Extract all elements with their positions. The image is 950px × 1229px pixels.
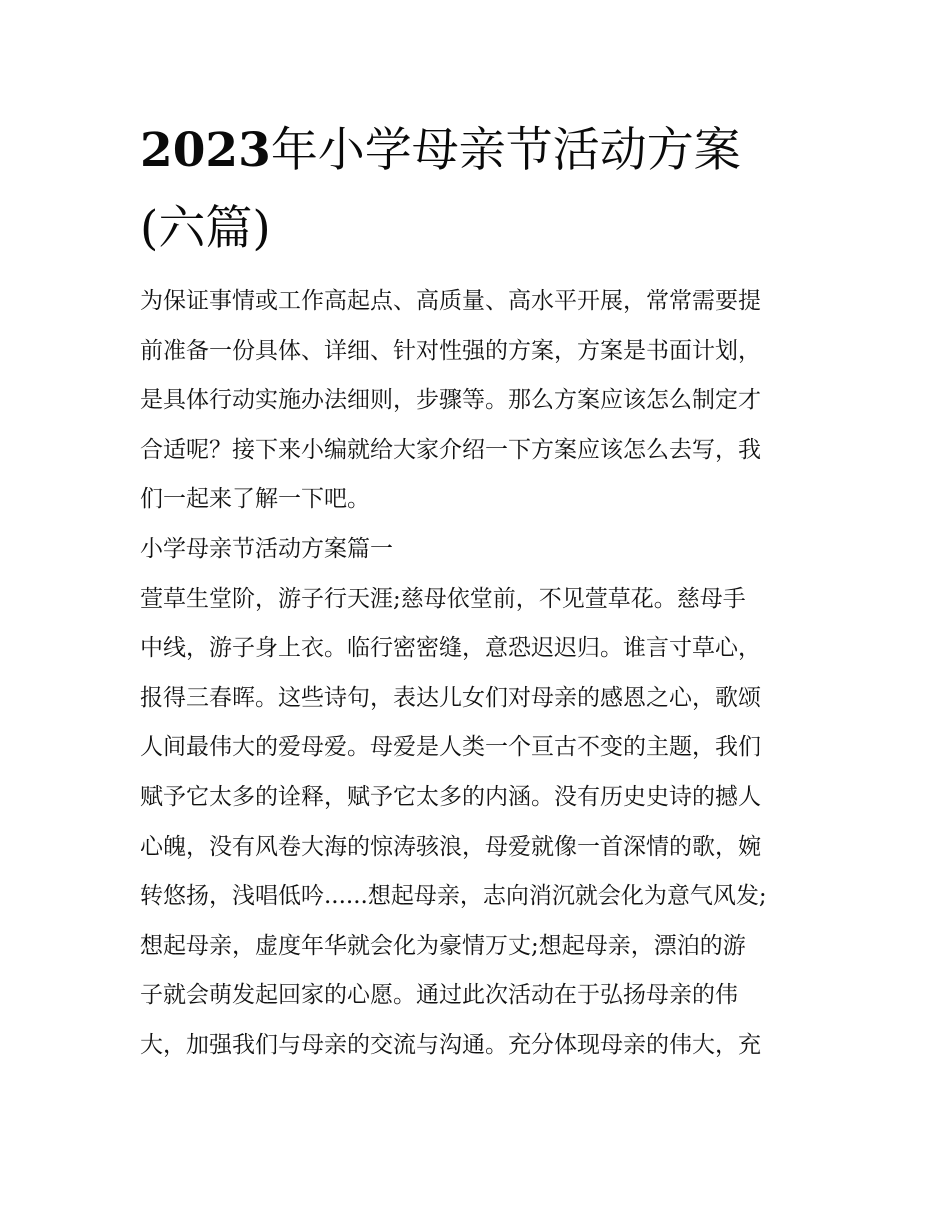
title-line-2: (六篇) — [140, 201, 271, 256]
intro-line: 前准备一份具体、详细、针对性强的方案，方案是书面计划， — [140, 337, 761, 364]
document-title — [140, 112, 820, 268]
intro-paragraph — [140, 277, 820, 525]
title-text: 年小学母亲节活动方案 — [270, 123, 741, 178]
section-line: 报得三春晖。这些诗句，表达儿女们对母亲的感恩之心，歌颂 — [140, 684, 761, 711]
title-year: 2023 — [140, 123, 271, 178]
section-line: 心魄，没有风卷大海的惊涛骇浪，母爱就像一首深情的歌，婉 — [140, 833, 761, 860]
section-line: 子就会萌发起回家的心愿。通过此次活动在于弘扬母亲的伟 — [140, 982, 738, 1009]
section-line: 人间最伟大的爱母爱。母爱是人类一个亘古不变的主题，我们 — [140, 734, 761, 761]
section-line: 中线，游子身上衣。临行密密缝，意恐迟迟归。谁言寸草心， — [140, 635, 761, 662]
section-line: 转悠扬，浅唱低吟......想起母亲，志向消沉就会化为意气风发; — [140, 883, 767, 910]
intro-line: 为保证事情或工作高起点、高质量、高水平开展，常常需要提 — [140, 288, 761, 314]
title-line-1 — [140, 112, 820, 190]
section-heading: 小学母亲节活动方案篇一 — [140, 535, 393, 562]
section-paragraph — [140, 575, 820, 1071]
intro-line: 是具体行动实施办法细则，步骤等。那么方案应该怎么制定才 — [140, 387, 761, 414]
section-line: 想起母亲，虚度年华就会化为豪情万丈;想起母亲，漂泊的游 — [140, 932, 746, 959]
intro-line: 合适呢？接下来小编就给大家介绍一下方案应该怎么去写，我 — [140, 436, 761, 463]
intro-line: 们一起来了解一下吧。 — [140, 486, 370, 513]
section-line: 萱草生堂阶，游子行天涯;慈母依堂前，不见萱草花。慈母手 — [140, 585, 746, 612]
document-body — [140, 277, 820, 1071]
section-line: 大，加强我们与母亲的交流与沟通。充分体现母亲的伟大，充 — [140, 1031, 761, 1058]
section-line: 赋予它太多的诠释，赋予它太多的内涵。没有历史史诗的撼人 — [140, 783, 761, 810]
